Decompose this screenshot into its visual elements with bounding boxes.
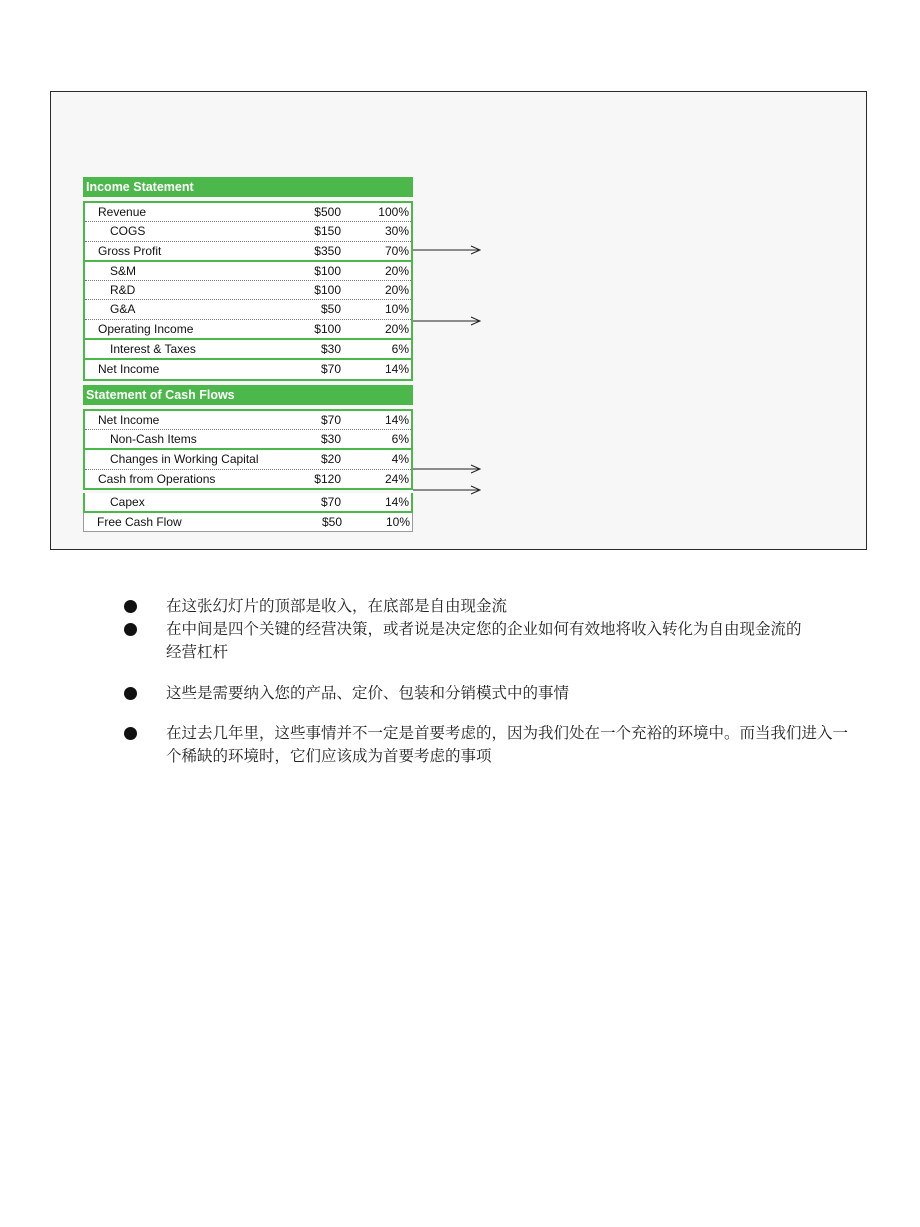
row-percent: 6% bbox=[391, 431, 409, 446]
row-label: Free Cash Flow bbox=[97, 515, 182, 530]
row-amount: $500 bbox=[314, 205, 341, 219]
arrow-right-icon bbox=[413, 463, 483, 475]
bullet-icon bbox=[124, 623, 137, 636]
table-row bbox=[85, 222, 411, 241]
row-amount: $70 bbox=[320, 412, 341, 427]
table-row bbox=[84, 513, 412, 531]
row-amount: $120 bbox=[314, 471, 341, 486]
row-label: Gross Profit bbox=[98, 243, 162, 258]
table-row bbox=[85, 470, 411, 488]
row-amount: $30 bbox=[320, 431, 341, 446]
table-row bbox=[85, 340, 411, 358]
arrow-right-icon bbox=[413, 484, 483, 496]
list-item bbox=[120, 618, 806, 664]
cash-flow-header: Statement of Cash Flows bbox=[83, 385, 413, 405]
table-row bbox=[85, 450, 411, 469]
row-label: Capex bbox=[110, 494, 145, 509]
row-percent: 20% bbox=[384, 283, 409, 298]
financial-tables bbox=[83, 177, 413, 532]
row-percent: 70% bbox=[384, 243, 409, 258]
bullet-text: 在过去几年里，这些事情并不一定是首要考虑的，因为我们处在一个充裕的环境中。而当我们进入一个稀缺的环境时，它们应该成为首要考虑的事项 bbox=[166, 724, 849, 765]
row-percent: 14% bbox=[384, 494, 409, 509]
row-amount: $70 bbox=[320, 494, 341, 509]
row-label: G&A bbox=[110, 302, 136, 317]
income-net-group bbox=[83, 360, 413, 380]
slide-frame bbox=[50, 91, 867, 550]
row-label: COGS bbox=[110, 224, 146, 239]
row-label: Interest & Taxes bbox=[110, 342, 196, 357]
table-row bbox=[85, 411, 411, 430]
list-item bbox=[120, 595, 820, 618]
row-label: Net Income bbox=[98, 412, 160, 427]
table-row bbox=[85, 262, 411, 281]
table-row bbox=[85, 320, 411, 338]
notes-bullet-list bbox=[120, 595, 849, 768]
row-percent: 14% bbox=[384, 412, 409, 427]
row-percent: 24% bbox=[384, 471, 409, 486]
income-revenue-group bbox=[83, 201, 413, 262]
table-row bbox=[85, 281, 411, 300]
bullet-text: 在中间是四个关键的经营决策，或者说是决定您的企业如何有效地将收入转化为自由现金流的经营杠杆 bbox=[166, 620, 802, 661]
row-amount: $100 bbox=[314, 263, 341, 278]
row-percent: 4% bbox=[391, 452, 409, 467]
cash-fcf-group bbox=[83, 513, 413, 532]
row-amount: $350 bbox=[314, 243, 341, 258]
row-percent: 10% bbox=[385, 515, 410, 530]
arrow-right-icon bbox=[413, 315, 483, 327]
cash-ops-group bbox=[83, 409, 413, 451]
row-amount: $150 bbox=[314, 224, 341, 239]
row-percent: 100% bbox=[378, 205, 409, 219]
row-percent: 30% bbox=[384, 224, 409, 239]
row-percent: 10% bbox=[384, 302, 409, 317]
row-amount: $70 bbox=[320, 362, 341, 377]
bullet-icon bbox=[124, 727, 137, 740]
bullet-icon bbox=[124, 687, 137, 700]
row-percent: 20% bbox=[384, 321, 409, 336]
row-label: R&D bbox=[110, 283, 136, 298]
row-amount: $100 bbox=[314, 283, 341, 298]
row-label: Net Income bbox=[98, 362, 160, 377]
cash-wc-group bbox=[83, 450, 413, 490]
row-percent: 20% bbox=[384, 263, 409, 278]
table-row bbox=[85, 360, 411, 378]
row-label: Changes in Working Capital bbox=[110, 452, 259, 467]
row-amount: $50 bbox=[321, 515, 342, 530]
arrow-right-icon bbox=[413, 244, 483, 256]
row-amount: $50 bbox=[320, 302, 341, 317]
list-item bbox=[120, 682, 820, 705]
row-label: Cash from Operations bbox=[98, 471, 216, 486]
income-opex-group bbox=[83, 262, 413, 340]
row-amount: $20 bbox=[320, 452, 341, 467]
row-percent: 6% bbox=[391, 342, 409, 357]
row-percent: 14% bbox=[384, 362, 409, 377]
row-label: Non-Cash Items bbox=[110, 431, 197, 446]
cash-capex-group bbox=[83, 493, 413, 513]
table-row bbox=[85, 242, 411, 260]
row-label: Operating Income bbox=[98, 321, 194, 336]
list-item bbox=[120, 722, 856, 768]
table-row bbox=[85, 493, 411, 511]
table-row bbox=[85, 203, 411, 222]
row-label: S&M bbox=[110, 263, 137, 278]
row-label: Revenue bbox=[98, 205, 147, 219]
bullet-icon bbox=[124, 600, 137, 613]
table-row bbox=[85, 300, 411, 319]
income-bottom-group bbox=[83, 340, 413, 360]
row-amount: $100 bbox=[314, 321, 341, 336]
bullet-text: 在这张幻灯片的顶部是收入，在底部是自由现金流 bbox=[166, 597, 508, 615]
bullet-text: 这些是需要纳入您的产品、定价、包装和分销模式中的事情 bbox=[166, 684, 570, 702]
row-amount: $30 bbox=[320, 342, 341, 357]
table-row bbox=[85, 430, 411, 448]
income-statement-header: Income Statement bbox=[83, 177, 413, 197]
